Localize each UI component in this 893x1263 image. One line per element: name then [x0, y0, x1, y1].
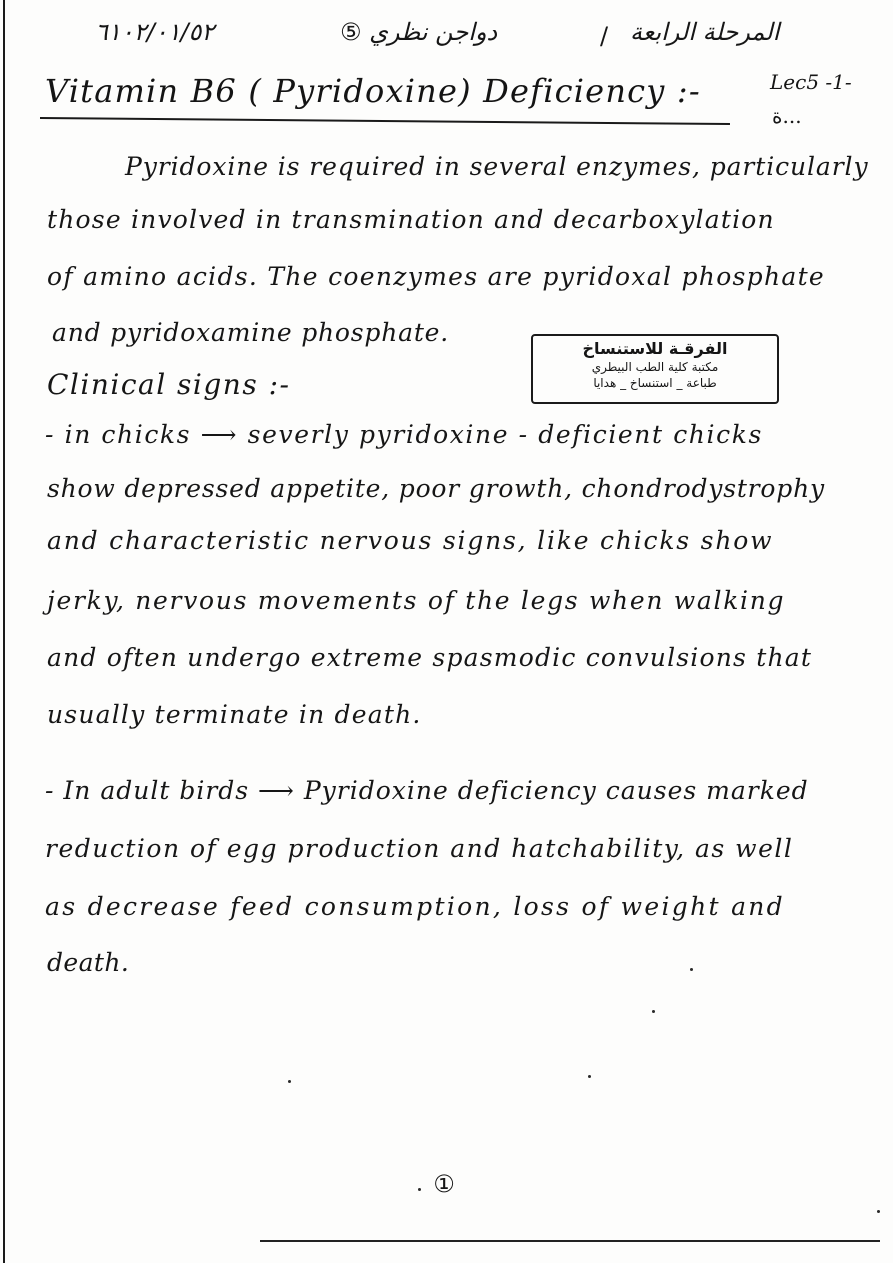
title-underline — [40, 117, 730, 125]
course-name: دواجن نظري ⑤ — [340, 18, 498, 46]
intro-line: those involved in transmination and decarboxylation — [47, 205, 775, 234]
scan-speck — [418, 1188, 421, 1191]
adults-line: as decrease feed consumption, loss of weight and — [45, 892, 785, 921]
header-separator: / — [600, 22, 609, 50]
stamp-line: طباعة _ استنساخ _ هدايا — [593, 376, 717, 390]
scan-speck — [288, 1080, 291, 1083]
chicks-line: usually terminate in death. — [47, 700, 422, 729]
chicks-line: - in chicks ⟶ severly pyridoxine - deficient chicks — [45, 420, 763, 449]
intro-line: and pyridoxamine phosphate. — [52, 318, 450, 347]
chicks-line: show depressed appetite, poor growth, chondrodystrophy — [47, 474, 825, 503]
stage-label: المرحلة الرابعة — [630, 18, 780, 46]
print-shop-stamp — [531, 334, 779, 404]
page-number: ① — [433, 1170, 455, 1198]
lecture-number: Lec5 -1- — [770, 70, 852, 94]
stamp-line: مكتبة كلية الطب البيطري — [591, 360, 719, 374]
intro-line: of amino acids. The coenzymes are pyridoxal phosphate — [47, 262, 826, 291]
scan-speck — [690, 968, 693, 971]
adults-line: reduction of egg production and hatchability, as well — [45, 834, 794, 863]
adults-line: - In adult birds ⟶ Pyridoxine deficiency causes marked — [45, 776, 809, 805]
chicks-line: jerky, nervous movements of the legs when walking — [47, 586, 786, 615]
stamp-line: الفرقـة للاستنساخ — [582, 339, 728, 358]
bottom-edge-line — [260, 1240, 880, 1242]
page-left-edge — [3, 0, 5, 1263]
date-note: ٢٥/١٠/٢٠١٦ — [95, 18, 215, 46]
chicks-line: and often undergo extreme spasmodic convulsions that — [47, 643, 813, 672]
scan-speck — [877, 1210, 880, 1213]
page-title: Vitamin B6 ( Pyridoxine) Deficiency :- — [45, 72, 701, 110]
chicks-line: and characteristic nervous signs, like chicks show — [47, 526, 774, 555]
clinical-signs-heading: Clinical signs :- — [47, 368, 291, 401]
scan-speck — [588, 1075, 591, 1078]
scan-speck — [652, 1010, 655, 1013]
intro-line: Pyridoxine is required in several enzymes, particularly — [125, 152, 869, 181]
lecture-sub-note: ة... — [772, 104, 802, 128]
adults-line: death. — [47, 948, 130, 977]
